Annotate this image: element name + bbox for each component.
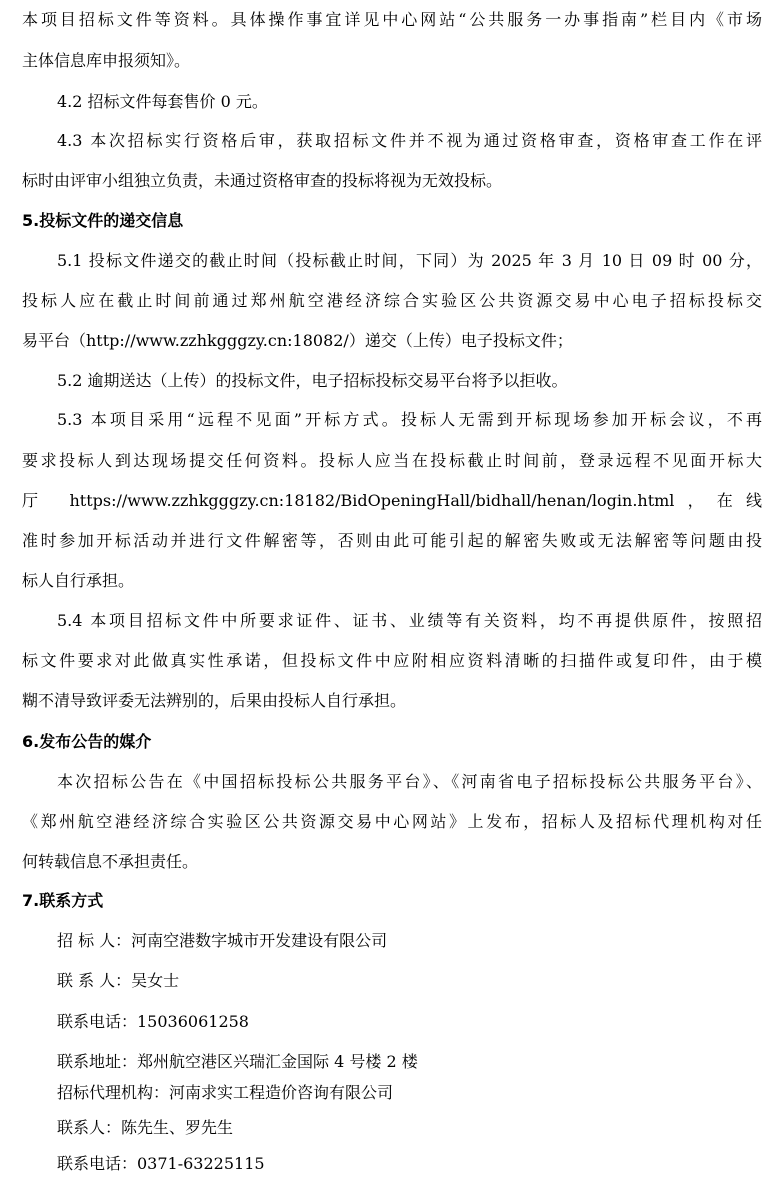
sec5-p3-line3: 厅 https://www.zzhkgggzy.cn:18182/BidOpeningHall/bidhall/henan/login.html，在线: [22, 491, 762, 510]
sec5-p3-line5: 标人自行承担。: [22, 571, 135, 590]
agency-line: 招标代理机构：河南求实工程造价咨询有限公司: [57, 1083, 394, 1102]
contact-address-line: 联系地址：郑州航空港区兴瑞汇金国际 4 号楼 2 楼: [57, 1052, 418, 1071]
sec6-p1-line1: 本次招标公告在《中国招标投标公共服务平台》、《河南省电子招标投标公共服务平台》、: [57, 772, 762, 791]
sec4-p1-line1: 本项目招标文件等资料。具体操作事宜详见中心网站“公共服务一办事指南”栏目内《市场: [22, 10, 762, 29]
sec5-p1-line3: 易平台（http://www.zzhkgggzy.cn:18082/）递交（上传）电子投标文件；: [22, 331, 573, 350]
sec6-p1-line3: 何转载信息不承担责任。: [22, 852, 199, 871]
sec4-p2: 4.2 招标文件每套售价 0 元。: [57, 92, 268, 111]
sec5-p1-line2: 投标人应在截止时间前通过郑州航空港经济综合实验区公共资源交易中心电子招标投标交: [22, 291, 762, 310]
sec4-p3-line1: 4.3 本次招标实行资格后审，获取招标文件并不视为通过资格审查，资格审查工作在评: [57, 131, 762, 150]
sec6-p1-line2: 《郑州航空港经济综合实验区公共资源交易中心网站》上发布，招标人及招标代理机构对任: [22, 812, 762, 831]
tenderer-line: 招 标 人：河南空港数字城市开发建设有限公司: [57, 931, 388, 950]
section-7-heading: 7.联系方式: [22, 891, 104, 910]
agency-contact-line: 联系人：陈先生、罗先生: [57, 1118, 234, 1137]
sec5-p1-line1: 5.1 投标文件递交的截止时间（投标截止时间，下同）为 2025 年 3 月 10 日 09 时 00 分，: [57, 251, 762, 270]
sec5-p4-line2: 标文件要求对此做真实性承诺，但投标文件中应附相应资料清晰的扫描件或复印件，由于模: [22, 651, 762, 670]
sec5-p3-line4: 准时参加开标活动并进行文件解密等，否则由此可能引起的解密失败或无法解密等问题由投: [22, 531, 762, 550]
sec4-p1-line2: 主体信息库申报须知》。: [22, 51, 191, 70]
sec5-p3-line2: 要求投标人到达现场提交任何资料。投标人应当在投标截止时间前，登录远程不见面开标大: [22, 451, 762, 470]
agency-phone-line: 联系电话：0371-63225115: [57, 1154, 265, 1173]
sec5-p2: 5.2 逾期送达（上传）的投标文件，电子招标投标交易平台将予以拒收。: [57, 371, 568, 390]
contact-phone-line: 联系电话：15036061258: [57, 1012, 249, 1031]
sec5-p4-line3: 糊不清导致评委无法辨别的，后果由投标人自行承担。: [22, 691, 407, 710]
sec5-p3-line1: 5.3 本项目采用“远程不见面”开标方式。投标人无需到开标现场参加开标会议，不再: [57, 410, 762, 429]
contact-person-line: 联 系 人：吴女士: [57, 971, 180, 990]
section-6-heading: 6.发布公告的媒介: [22, 732, 152, 751]
section-5-heading: 5.投标文件的递交信息: [22, 211, 184, 230]
sec4-p3-line2: 标时由评审小组独立负责，未通过资格审查的投标将视为无效投标。: [22, 171, 503, 190]
sec5-p4-line1: 5.4 本项目招标文件中所要求证件、证书、业绩等有关资料，均不再提供原件，按照招: [57, 611, 762, 630]
